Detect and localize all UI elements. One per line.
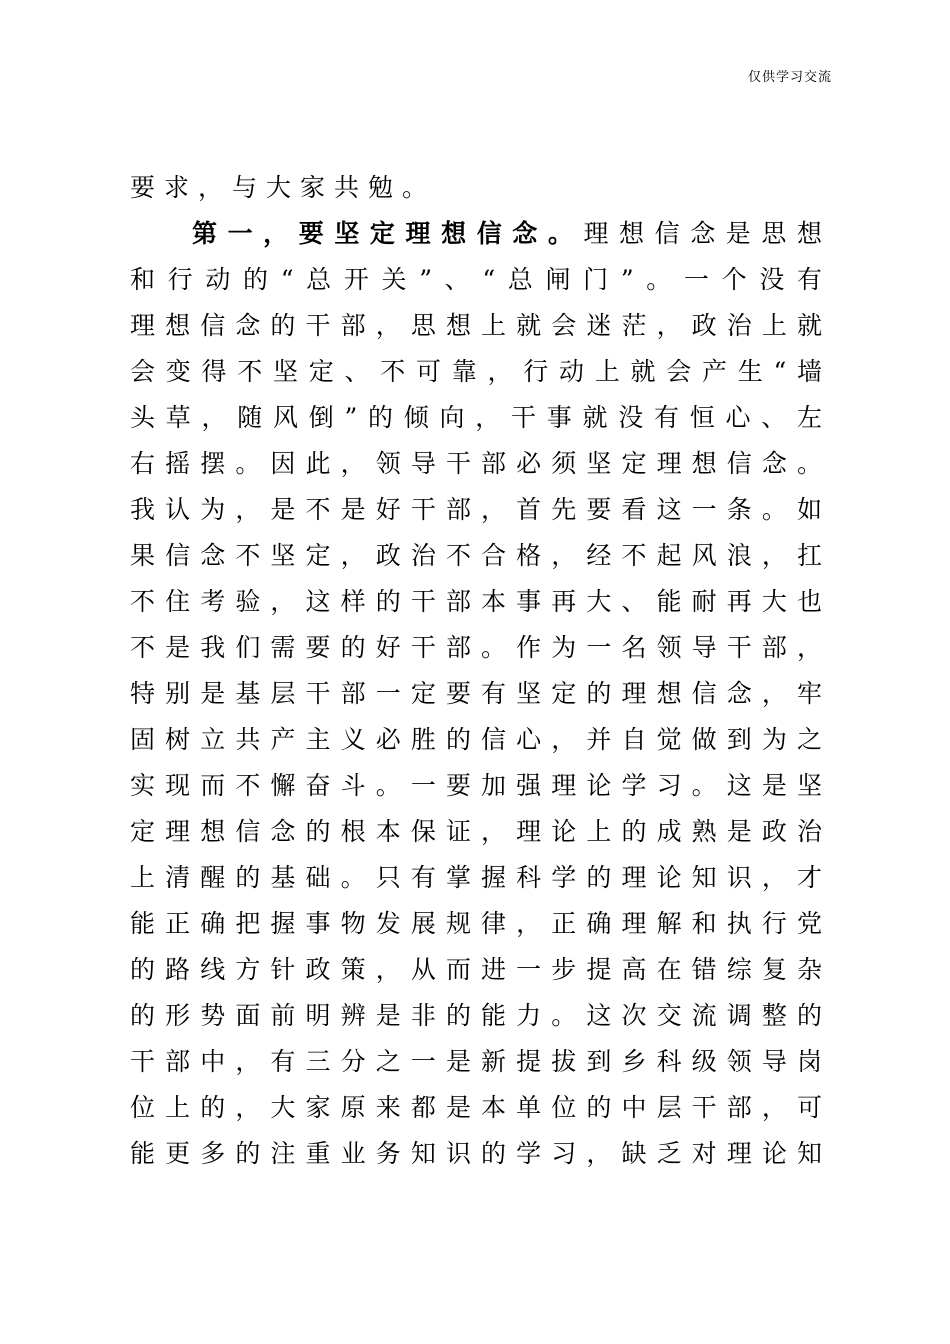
text-line: 能正确把握事物发展规律，正确理解和执行党 <box>130 909 822 938</box>
text-line: 位上的，大家原来都是本单位的中层干部，可 <box>130 1093 822 1122</box>
text-line: 要求，与大家共勉。 <box>130 173 437 202</box>
text-line: 我认为，是不是好干部，首先要看这一条。如 <box>130 495 822 524</box>
text-line: 不住考验，这样的干部本事再大、能耐再大也 <box>130 587 822 616</box>
heading-continuation: 理想信念是思想 <box>583 219 822 248</box>
section-heading-line <box>130 211 822 257</box>
text-line: 的路线方针政策，从而进一步提高在错综复杂 <box>130 955 822 984</box>
text-line: 实现而不懈奋斗。一要加强理论学习。这是坚 <box>130 771 822 800</box>
text-line: 干部中，有三分之一是新提拔到乡科级领导岗 <box>130 1047 822 1076</box>
text-line: 右摇摆。因此，领导干部必须坚定理想信念。 <box>130 449 822 478</box>
text-line: 特别是基层干部一定要有坚定的理想信念，牢 <box>130 679 822 708</box>
text-line: 上清醒的基础。只有掌握科学的理论知识，才 <box>130 863 822 892</box>
text-line: 果信念不坚定，政治不合格，经不起风浪，扛 <box>130 541 822 570</box>
text-line: 能更多的注重业务知识的学习，缺乏对理论知 <box>130 1139 822 1168</box>
section-heading: 第一，要坚定理想信念。 <box>192 219 584 248</box>
text-line: 和行动的“总开关”、“总闸门”。一个没有 <box>130 265 822 294</box>
text-line: 定理想信念的根本保证，理论上的成熟是政治 <box>130 817 822 846</box>
text-line: 头草，随风倒”的倾向，干事就没有恒心、左 <box>130 403 822 432</box>
document-body <box>130 165 822 1177</box>
text-line: 的形势面前明辨是非的能力。这次交流调整的 <box>130 1001 822 1030</box>
header-note: 仅供学习交流 <box>747 70 832 85</box>
text-line: 理想信念的干部，思想上就会迷茫，政治上就 <box>130 311 822 340</box>
text-line: 固树立共产主义必胜的信心，并自觉做到为之 <box>130 725 822 754</box>
text-line: 不是我们需要的好干部。作为一名领导干部， <box>130 633 822 662</box>
text-line: 会变得不坚定、不可靠，行动上就会产生“墙 <box>130 357 822 386</box>
